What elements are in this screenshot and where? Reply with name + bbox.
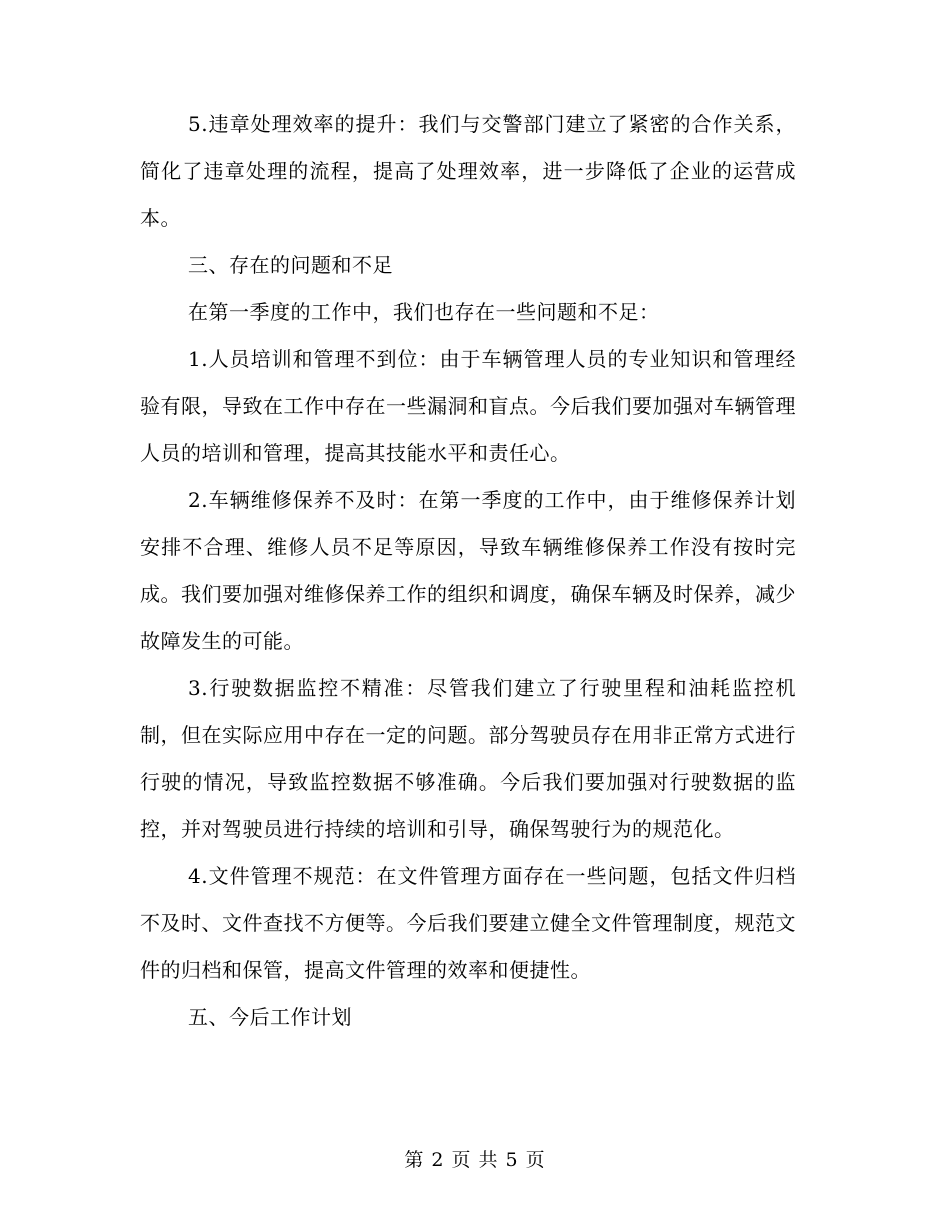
paragraph-file-management-issue: 4.文件管理不规范：在文件管理方面存在一些问题，包括文件归档不及时、文件查找不方便等。今后我们要建立健全文件管理制度，规范文件的归档和保管，提高文件管理的效率和便捷性。	[140, 864, 796, 982]
paragraph-maintenance-issue: 2.车辆维修保养不及时：在第一季度的工作中，由于维修保养计划安排不合理、维修人员不足等原因，导致车辆维修保养工作没有按时完成。我们要加强对维修保养工作的组织和调度，确保车辆及时保养，减少故障发生的可能。	[140, 488, 796, 653]
paragraph-problems-intro: 在第一季度的工作中，我们也存在一些问题和不足：	[188, 300, 660, 324]
section-heading-problems: 三、存在的问题和不足	[188, 253, 393, 277]
section-heading-future-plan: 五、今后工作计划	[188, 1005, 352, 1029]
paragraph-monitoring-issue: 3.行驶数据监控不精准：尽管我们建立了行驶里程和油耗监控机制，但在实际应用中存在一定的问题。部分驾驶员存在用非正常方式进行行驶的情况，导致监控数据不够准确。今后我们要加强对行驶数据的监控，并对驾驶员进行持续的培训和引导，确保驾驶行为的规范化。	[140, 676, 796, 841]
paragraph-violation-efficiency: 5.违章处理效率的提升：我们与交警部门建立了紧密的合作关系，简化了违章处理的流程，提高了处理效率，进一步降低了企业的运营成本。	[140, 112, 796, 230]
page-number-footer: 第 2 页 共 5 页	[404, 1149, 546, 1171]
paragraph-training-issue: 1.人员培训和管理不到位：由于车辆管理人员的专业知识和管理经验有限，导致在工作中存在一些漏洞和盲点。今后我们要加强对车辆管理人员的培训和管理，提高其技能水平和责任心。	[140, 347, 796, 465]
document-body	[140, 101, 796, 1041]
